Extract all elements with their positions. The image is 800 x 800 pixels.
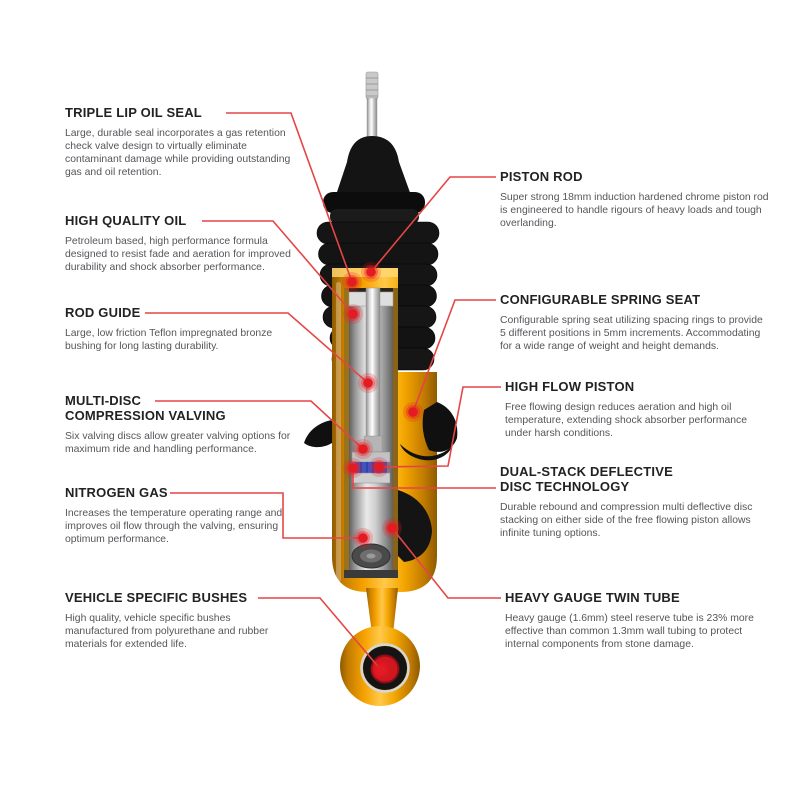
callout-body: Six valving discs allow greater valving options for maximum ride and handling performance. <box>65 431 291 455</box>
marker-vehicle-specific-bushes <box>371 660 391 680</box>
spring-seat-left-wing <box>304 420 332 447</box>
callout-high-flow-piston <box>505 379 775 440</box>
callout-title: TRIPLE LIP OIL SEAL <box>65 105 202 120</box>
marker-rod-guide <box>358 373 378 393</box>
marker-dual-stack <box>343 458 363 478</box>
callout-nitrogen-gas <box>65 485 300 546</box>
marker-high-flow-piston <box>369 457 389 477</box>
callout-body: High quality, vehicle specific bushes manufactured from polyurethane and rubber materials for extended life. <box>65 613 269 650</box>
callout-rod-guide <box>65 305 293 353</box>
callout-heavy-gauge-twin-tube <box>505 590 770 651</box>
callout-high-quality-oil <box>65 213 310 274</box>
callout-configurable-spring-seat <box>500 292 772 353</box>
callout-piston-rod <box>500 169 775 230</box>
marker-triple-lip-oil-seal <box>342 272 362 292</box>
callout-title: ROD GUIDE <box>65 305 141 320</box>
base-valve <box>352 544 390 568</box>
marker-configurable-spring-seat <box>403 402 423 422</box>
callout-title: DUAL-STACK DEFLECTIVE DISC TECHNOLOGY <box>500 464 673 494</box>
tube-highlight <box>336 282 341 582</box>
piston-rod-inner <box>366 288 380 452</box>
callout-title: PISTON ROD <box>500 169 583 184</box>
callout-title: HIGH QUALITY OIL <box>65 213 187 228</box>
callout-title: MULTI-DISC COMPRESSION VALVING <box>65 393 226 423</box>
callout-body: Increases the temperature operating range and improves oil flow through the valving, ensuring optimum performance. <box>65 508 283 545</box>
callout-title: VEHICLE SPECIFIC BUSHES <box>65 590 248 605</box>
callout-body: Free flowing design reduces aeration and high oil temperature, extending shock absorber performance under harsh conditions. <box>505 402 748 439</box>
marker-heavy-gauge-twin-tube <box>382 518 402 538</box>
callout-body: Heavy gauge (1.6mm) steel reserve tube is 23% more effective than common 1.3mm wall tubing to protect internal components from stone damage. <box>505 613 754 650</box>
callout-title: CONFIGURABLE SPRING SEAT <box>500 292 701 307</box>
callout-body: Super strong 18mm induction hardened chrome piston rod is engineered to handle rigours of heavy loads and tough overlanding. <box>500 192 769 229</box>
callout-vehicle-specific-bushes <box>65 590 280 651</box>
marker-nitrogen-gas <box>353 528 373 548</box>
callout-body: Large, low friction Teflon impregnated bronze bushing for long lasting durability. <box>65 328 273 352</box>
callout-triple-lip-oil-seal <box>65 105 303 179</box>
marker-high-quality-oil <box>343 304 363 324</box>
callout-body: Petroleum based, high performance formula designed to resist fade and aeration for improved durability and shock absorber performance. <box>65 236 291 273</box>
leader-lines <box>145 113 501 670</box>
callout-body: Durable rebound and compression multi deflective disc stacking on either side of the free flowing piston allows infinite tuning options. <box>500 502 753 539</box>
marker-multi-disc <box>353 439 373 459</box>
callout-body: Configurable spring seat utilizing spacing rings to provide 5 different positions in 5mm increments. Accommodating for a wide range of weight and height demands. <box>500 315 763 352</box>
callout-dual-stack-deflective-disc-technology <box>500 464 768 540</box>
marker-piston-rod <box>361 262 381 282</box>
callout-multi-disc-compression-valving <box>65 393 305 456</box>
threaded-tip <box>366 72 378 99</box>
upper-mount <box>323 136 425 224</box>
callout-title: HIGH FLOW PISTON <box>505 379 635 394</box>
callout-title: NITROGEN GAS <box>65 485 168 500</box>
callout-title: HEAVY GAUGE TWIN TUBE <box>505 590 680 605</box>
callout-body: Large, durable seal incorporates a gas retention check valve design to virtually eliminate contaminant damage while providing outstanding gas and oil retention. <box>65 128 291 178</box>
